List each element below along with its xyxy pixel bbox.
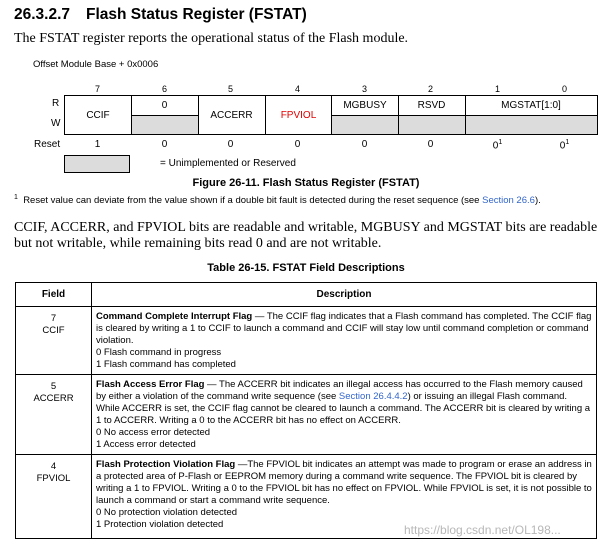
field-header: Field: [16, 283, 92, 307]
ccif-cell: CCIF: [86, 109, 110, 121]
footnote-ref: 1: [498, 139, 503, 146]
description-cell: Flash Access Error Flag — The ACCERR bit indicates an illegal access has occurred to the Flash memory caused by either a violation of the command write sequence (see Section 26.4.4.2) or issuing an illegal Flash command. While ACCERR is set, the CCIF flag cannot be cleared to launch a command. The ACCERR bit is cleared by writing a 1 to ACCERR. Writing a 0 to the ACCERR bit has no effect on ACCERR. 0 No access error detected 1 Access error detected: [92, 375, 597, 455]
reset-row-label: Reset: [34, 139, 61, 150]
bit6-read-cell: 0: [161, 100, 168, 111]
legend-text: = Unimplemented or Reserved: [160, 158, 296, 169]
section-26-4-4-2-link[interactable]: Section 26.4.4.2: [338, 391, 408, 402]
intro-paragraph: The FSTAT register reports the operational status of the Flash module.: [14, 31, 409, 46]
section-26-6-link[interactable]: Section 26.6: [482, 195, 535, 207]
watermark: https://blog.csdn.net/OL198...: [404, 523, 561, 537]
bit-number-7: 7: [94, 84, 100, 94]
write-row-label: W: [51, 118, 61, 129]
legend-swatch: [64, 155, 130, 173]
bit-number-0: 0: [561, 84, 567, 94]
table-row: [16, 375, 597, 455]
register-diagram: [64, 95, 598, 135]
reset-value-bit2: 0: [427, 139, 434, 150]
reset-value-bit0: $0^1$: [559, 139, 570, 152]
fpviol-cell: FPVIOL: [280, 109, 317, 121]
divider: [331, 115, 597, 116]
field-cell: 4 FPVIOL: [16, 455, 92, 539]
description-cell: Command Complete Interrupt Flag — The CCIF flag indicates that a Flash command has completed. The CCIF flag is cleared by writing a 1 to CCIF to launch a command and CCIF will stay low until command completion or command violation. 0 Flash command in progress 1 Flash command has completed: [92, 307, 597, 375]
section-number: 26.3.2.7: [14, 6, 71, 23]
mgstat-cell: MGSTAT[1:0]: [501, 100, 561, 111]
divider: [265, 96, 266, 134]
field-cell: 5 ACCERR: [16, 375, 92, 455]
bit6-write-unimplemented: [132, 116, 198, 134]
register-offset: Offset Module Base + 0x0006: [33, 59, 159, 70]
footnote-mark: 1: [14, 194, 18, 201]
rsvd-cell: RSVD: [417, 100, 446, 111]
bit-number-4: 4: [294, 84, 300, 94]
reset-value-bit7: 1: [94, 139, 101, 150]
mgbusy-cell: MGBUSY: [343, 100, 387, 111]
table-caption: Table 26-15. FSTAT Field Descriptions: [207, 262, 405, 274]
reset-value-bit4: 0: [294, 139, 301, 150]
rsvd-write-unimplemented: [399, 116, 465, 134]
divider: [131, 115, 198, 116]
reset-value-bit1: $0^1$: [492, 139, 503, 152]
accerr-cell: ACCERR: [210, 109, 253, 121]
footnote: $^1$ Reset value can deviate from the value shown if a double bit fault is detected during the reset sequence (see Section 26.6).: [14, 194, 541, 207]
mgstat-write-unimplemented: [466, 116, 597, 134]
table-row: [16, 307, 597, 375]
bit-number-5: 5: [227, 84, 233, 94]
reset-value-bit5: 0: [227, 139, 234, 150]
field-cell: 7 CCIF: [16, 307, 92, 375]
bit-number-3: 3: [361, 84, 367, 94]
table-header-row: [16, 283, 597, 307]
section-title: Flash Status Register (FSTAT): [86, 6, 307, 23]
figure-caption: Figure 26-11. Flash Status Register (FSTAT): [192, 177, 420, 189]
bit-number-1: 1: [494, 84, 500, 94]
bits-paragraph: CCIF, ACCERR, and FPVIOL bits are readable and writable, MGBUSY and MGSTAT bits are readable but not writable, while remaining bits read 0 and are not writable.: [14, 220, 598, 251]
mgbusy-write-unimplemented: [332, 116, 398, 134]
section-heading: [14, 6, 307, 24]
read-row-label: R: [52, 98, 60, 109]
description-cell: Flash Protection Violation Flag —The FPVIOL bit indicates an attempt was made to program or erase an address in a protected area of P-Flash or EEPROM memory during a command write sequence. The FPVIOL bit is cleared by writing a 1 to FPVIOL. Writing a 0 to the FPVIOL bit has no effect on FPVIOL. While FPVIOL is set, it is not possible to launch a command or start a command write sequence. 0 No protection violation detected 1 Protection violation detected: [92, 455, 597, 539]
bit-number-2: 2: [427, 84, 433, 94]
reset-value-bit6: 0: [161, 139, 168, 150]
reset-value-bit3: 0: [361, 139, 368, 150]
divider: [198, 96, 199, 134]
field-descriptions-table: [15, 282, 597, 539]
bit-number-6: 6: [161, 84, 167, 94]
description-header: Description: [92, 283, 597, 307]
footnote-ref: 1: [565, 139, 570, 146]
